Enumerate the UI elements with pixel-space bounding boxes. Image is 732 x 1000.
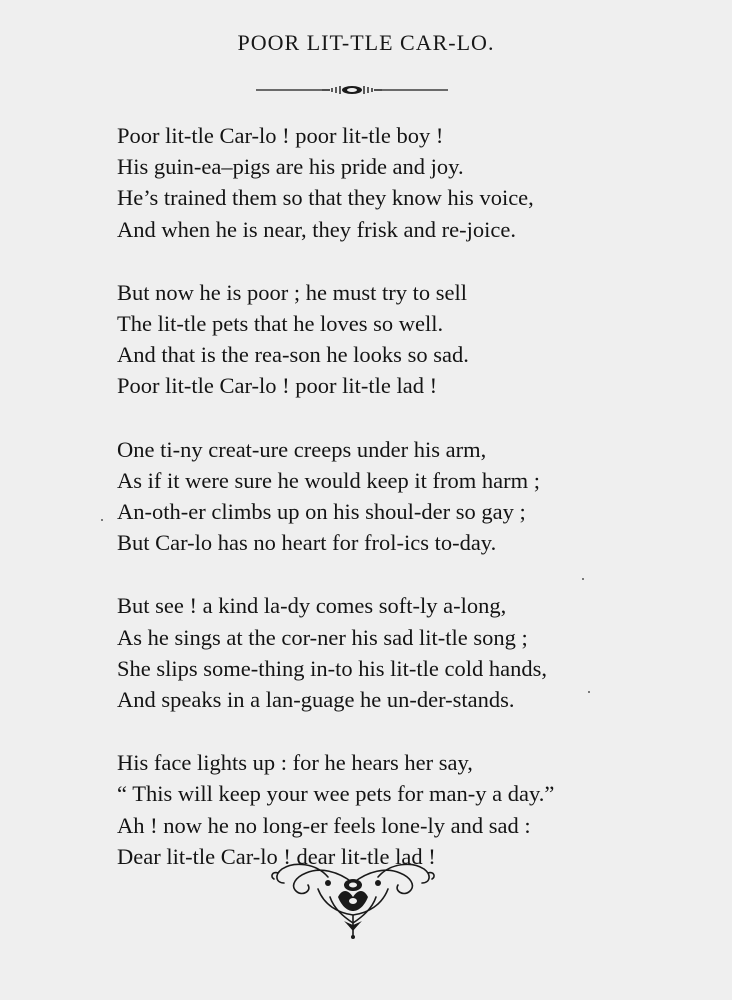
poem-line: But Car-lo has no heart for frol-ics to-day. [117, 530, 497, 556]
poem-line: As if it were sure he would keep it from harm ; [117, 467, 541, 493]
poem-line: His guin-ea–pigs are his pride and joy. [117, 154, 464, 180]
floral-tailpiece-icon [268, 853, 438, 939]
poem-line: An-oth-er climbs up on his shoul-der so gay ; [117, 499, 526, 525]
poem-line: Poor lit-tle Car-lo ! poor lit-tle lad ! [117, 373, 438, 399]
poem-line: “ This will keep your wee pets for man-y a day.” [117, 781, 555, 807]
poem-line: He’s trained them so that they know his voice, [117, 185, 534, 211]
stanza-4 [117, 590, 677, 715]
poem-line: But now he is poor ; he must try to sell [117, 279, 467, 305]
poem-title: POOR LIT-TLE CAR-LO. [237, 30, 495, 55]
poem-line: One ti-ny creat-ure creeps under his arm, [117, 436, 487, 462]
ornamental-rule-icon [256, 84, 448, 96]
poem-line: His face lights up : for he hears her say, [117, 750, 473, 776]
stanza-3 [117, 434, 677, 559]
poem-line: She slips some-thing in-to his lit-tle cold hands, [117, 655, 547, 681]
poem-line: And speaks in a lan-guage he un-der-stands. [117, 687, 515, 713]
poem-line: And that is the rea-son he looks so sad. [117, 342, 469, 368]
poem-line: As he sings at the cor-ner his sad lit-tle song ; [117, 624, 528, 650]
poem-line: The lit-tle pets that he loves so well. [117, 311, 444, 337]
print-speck [582, 578, 584, 580]
poem-line: But see ! a kind la-dy comes soft-ly a-long, [117, 593, 507, 619]
print-speck [588, 691, 590, 693]
poem-body [117, 120, 677, 904]
poem-line: Poor lit-tle Car-lo ! poor lit-tle boy ! [117, 123, 444, 148]
print-speck [101, 519, 103, 521]
poem-line: Ah ! now he no long-er feels lone-ly and sad : [117, 812, 531, 838]
poem-line: And when he is near, they frisk and re-joice. [117, 216, 516, 242]
poem-line: Dear lit-tle Car-lo ! dear lit-tle lad ! [117, 843, 436, 869]
stanza-1 [117, 120, 677, 245]
stanza-2 [117, 277, 677, 402]
